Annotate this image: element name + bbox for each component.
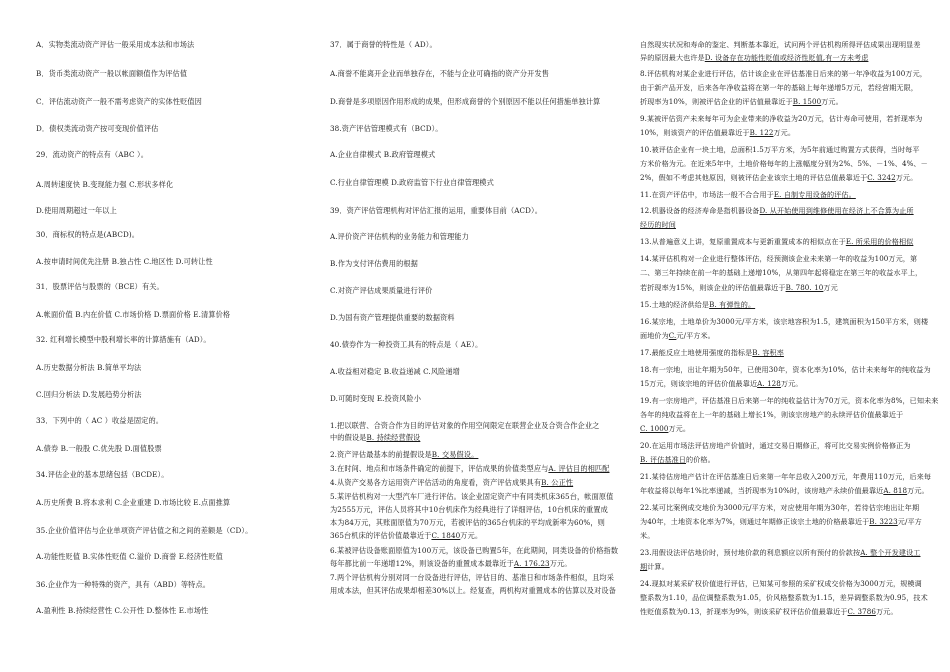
question-32: 32. 红利增长模型中股利增长率的计算措施有（AD）。 xyxy=(36,335,211,344)
text-line: B．货币类流动资产一般以帐面额值作为评估值 xyxy=(36,69,188,78)
answer-12-cont: 经历的时间 xyxy=(640,220,676,229)
fill-question-10: 10.被评估企业有一块土地，总面积1.5万平方米，为5年前通过购置方式获得，当时每平 xyxy=(640,145,920,154)
answer-16: C. xyxy=(668,331,677,340)
fill-question-14: 14.某评估机构对一企业进行整体评估，经预测该企业未来第一年的收益为100万元，第 xyxy=(640,254,918,263)
text-line: 折现率为10%，则被评估企业的评估值最靠近于B. 1500万元。 xyxy=(640,97,843,106)
text-line: B.作为支付评估费用的根据 xyxy=(330,259,418,268)
fill-question-2: 2.资产评估最基本的前提假设是B. 交易假设。 xyxy=(330,450,479,459)
text-line: A.盈利性 B.持续经营性 C.公开性 D.整体性 E.市场性 xyxy=(36,606,209,615)
question-30: 30．商标权的特点是(ABCD)。 xyxy=(36,230,140,239)
text-line: A.收益相对稳定 B.收益递减 C.风险递增 xyxy=(330,367,460,376)
fill-question-3: 3.在时间、地点和市场条件确定的前提下，评估成果的价值类型应与A. 评估目的相匹配 xyxy=(330,464,610,473)
text-line: D.使用周期超过一年以上 xyxy=(36,206,117,215)
text-line: C.行业自律管理模 D.政府监管下行业自律管理模式 xyxy=(330,178,494,187)
answer-2: B. 交易假设。 xyxy=(431,450,479,459)
text-line: 365台机床的评估价值最靠近于C. 1840万元。 xyxy=(330,531,483,540)
answer-17: B. 容积率 xyxy=(752,348,784,357)
text-line: B. 评估基准日的价格。 xyxy=(640,455,715,464)
text-line: A．实物类流动资产评估一般采用成本法和市场法 xyxy=(36,40,195,49)
fill-question-7: 7.两个评估机构分别对同一台设备进行评估，评估目的、基准日和市场条件相似，且均采 xyxy=(330,573,614,582)
text-line: A.历史数据分析法 B.简单平均法 xyxy=(36,363,142,372)
answer-23: A. 整个开发建设工 xyxy=(860,548,921,557)
fill-question-22: 22.某可比案例成交地价为3000元/平方米，对应使用年期为30年，若待估宗地出让年期 xyxy=(640,503,920,512)
text-line: 每年都比前一年递增12%，则该设备的重置成本最靠近于A. 176.23万元。 xyxy=(330,559,572,568)
answer-12: D. 从开始使用到维修使用在经济上不合算为止所 xyxy=(759,206,914,215)
fill-question-16: 16.某宗地，土地单价为3000元/平方米，该宗地容积为1.5，建筑面积为150平方米，则楼 xyxy=(640,317,929,326)
text-line: 为2555万元，评估人员将其中10台机床作为经典进行了详细评估，10台机床的重置成 xyxy=(330,505,608,514)
fill-question-18: 18.有一宗地，出让年期为50年，已使用30年，资本化率为10%，估计未来每年的纯收益为 xyxy=(640,365,931,374)
answer-8: B. 1500 xyxy=(792,97,822,106)
fill-question-15: 15.土地的经济供给是B. 有弹性的。 xyxy=(640,300,756,309)
fill-question-11: 11.在资产评估中，市场法一般不合合用于E. 自制专用设备的评估。 xyxy=(640,190,856,199)
text-line: 面地价为C.元/平方米。 xyxy=(640,331,715,340)
answer-13: E. 所采用的价格相似 xyxy=(845,237,914,246)
text-line: D.可随时变现 E.投资风险小 xyxy=(330,394,421,403)
answer-19: C. 1000 xyxy=(640,424,669,433)
answer-20: B. 评估基准日 xyxy=(640,455,686,464)
text-line: A.债券 B.一般股 C.优先股 D.面值股票 xyxy=(36,444,162,453)
fill-question-13: 13.从普遍意义上讲，复原重置成本与更新重置成本的相似点在于E. 所采用的价格相似 xyxy=(640,237,914,246)
fill-question-20: 20.在运用市场法评估房地产价值时，通过交易日期修正，将可比交易实例价格修正为 xyxy=(640,441,911,450)
text-line xyxy=(640,220,676,229)
text-line: D．债权类流动资产按可变现价值评估 xyxy=(36,124,159,133)
text-line: 自然现实状况和寿命的鉴定、判断基本靠近，试问两个评估机构所得评估成果出现明显差 xyxy=(640,40,921,49)
text-line: A.按申请时间优先注册 B.独占性 C.地区性 D.可转让性 xyxy=(36,257,213,266)
fill-question-6: 6.某被评估设备账面原值为100万元，该设备已购置5年，在此期间，同类设备的价格指数 xyxy=(330,546,619,555)
answer-14: B. 780. 10 xyxy=(785,283,824,292)
text-line: 为40年，土地资本化率为7%，则通过年期修正该宗土地的价格最靠近于B. 3223元/平方 xyxy=(640,517,922,526)
answer-7: D. 设备存在功能性贬值或经济性贬值,有一方未考虑 xyxy=(704,53,869,62)
text-line: 方米价格为元。在近来5年中，土地价格每年的上涨幅度分别为2%、5%、－1%、4%、－ xyxy=(640,159,928,168)
text-line: C.对资产评估成果质量进行评价 xyxy=(330,286,433,295)
answer-11: E. 自制专用设备的评估。 xyxy=(773,190,856,199)
fill-question-19: 19.有一宗房地产，评估基准日后来第一年的纯收益估计为70万元，资本化率为8%，已知未来 xyxy=(640,396,939,405)
answer-9: B. 122 xyxy=(749,128,774,137)
answer-22: B. 3223 xyxy=(869,517,898,526)
fill-question-23: 23.用假设法评估地价时，预付地价款的利息额应以所有预付的价款按A. 整个开发建设工 xyxy=(640,548,921,557)
fill-question-5: 5.某评估机构对一大型汽车厂进行评估。该企业固定资产中有同类机床365台，帐面原值 xyxy=(330,492,614,501)
answer-1: B. 持续经营假设 xyxy=(366,433,421,442)
answer-6: A. 176.23 xyxy=(513,559,550,568)
text-line: A.帐面价值 B.内在价值 C.市场价格 D.票面价格 E.清算价格 xyxy=(36,310,231,319)
text-line: D.为国有资产管理提供重要的数据资料 xyxy=(330,313,455,322)
fill-question-21: 21.某待估房地产估计在评估基准日后来第一年年总收入200万元，年费用110万元，后来每 xyxy=(640,472,932,481)
question-33: 33．下列中的（ AC ）收益是固定的。 xyxy=(36,416,164,425)
answer-4: B. 公正性 xyxy=(541,478,574,487)
text-line: A.商誉不能离开企业而单独存在，不能与企业可确指的资产分开发售 xyxy=(330,69,550,78)
question-39: 39．资产评估管理机构对评估汇报的运用，重要体目前（ACD）。 xyxy=(330,206,542,215)
answer-23-cont: 期 xyxy=(640,562,648,571)
text-line: C. 1000万元。 xyxy=(640,424,691,433)
fill-question-9: 9.某被评估资产未来每年可为企业带来的净收益为20万元，估计寿命可使用，若折现率为 xyxy=(640,114,923,123)
question-31: 31．股票评估与股票的（BCE）有关。 xyxy=(36,282,164,291)
text-line: 各年的纯收益将在上一年的基础上增长1%，则该宗房地产的永续评估价值最靠近于 xyxy=(640,410,904,419)
text-line: A.历史所费 B.将本求利 C.企业重建 D.市场比较 E.点面推算 xyxy=(36,498,231,507)
text-line: 米。 xyxy=(640,531,655,540)
question-35: 35.企业价值评估与企业单项资产评估值之和之间的差额是（CD）。 xyxy=(36,526,253,535)
text-line: A.周转速度快 B.变现能力强 C.形状多样化 xyxy=(36,180,174,189)
question-37: 37．属于商誉的特性是（ AD）。 xyxy=(330,40,437,49)
text-line: 用成本法，但其评估成果却相差30%以上。经复查，两机构对重置成本的估算以及对设备 xyxy=(330,586,616,595)
text-line: D.商誉是多项原因作用形成的成果，但形成商誉的个别原因不能以任何措施单独计算 xyxy=(330,97,601,106)
question-40: 40.债券作为一种投资工具有的特点是（ AE）。 xyxy=(330,340,483,349)
answer-21: A. 818 xyxy=(883,486,908,495)
question-34: 34.评估企业的基本思绪包括（BCDE）。 xyxy=(36,470,169,479)
text-line: 2%，假如不考虑其他原因，则被评估企业该宗土地的评估总值最靠近于C. 3242万元。 xyxy=(640,173,918,182)
text-line: 10%，则该资产的评估值最靠近于B. 122万元。 xyxy=(640,128,796,137)
text-line: A.评价资产评估机构的业务能力和管理能力 xyxy=(330,232,469,241)
text-line: 若折现率为15%，则该企业的评估值最靠近于B. 780. 10万元 xyxy=(640,283,838,292)
text-line: 年收益将以每年1%比率递减，当折现率为10%时，该房地产永续价值最靠近A. 818万元。 xyxy=(640,486,929,495)
fill-question-17: 17.最能反应土地使用强度的指标是B. 容积率 xyxy=(640,348,784,357)
text-line: A.功能性贬值 B.实体性贬值 C.溢价 D.商誉 E.经济性贬值 xyxy=(36,552,223,561)
text-line: 异的原因最大也许是D. 设备存在功能性贬值或经济性贬值,有一方未考虑 xyxy=(640,53,869,62)
text-line: 15万元，则该宗地的评估价值最靠近A. 128万元。 xyxy=(640,379,803,388)
answer-3: A. 评估目的相匹配 xyxy=(548,464,610,473)
answer-10: C. 3242 xyxy=(867,173,896,182)
fill-question-4: 4.从资产交易各方运用资产评估活动的角度看，资产评估成果具有B. 公正性 xyxy=(330,478,574,487)
answer-5: C. 1840 xyxy=(431,531,461,540)
text-line: 本为84万元，其账面原值为70万元，若被评估的365台机床的平均成新率为60%，则 xyxy=(330,518,605,527)
question-29: 29．流动资产的特点有（ABC ）。 xyxy=(36,150,148,159)
text-line: 性贬值系数为0.13，折现率为9%，则该采矿权评估价值最靠近于C. 3786万元。 xyxy=(640,607,898,616)
question-38: 38.资产评估管理模式有（BCD）。 xyxy=(330,124,443,133)
question-36: 36.企业作为一种特殊的资产，具有（ABD）等特点。 xyxy=(36,580,211,589)
fill-question-8: 8.评估机构对某企业进行评估，估计该企业在评估基准日后来的第一年净收益为100万元， xyxy=(640,69,927,78)
answer-18: A. 128 xyxy=(757,379,781,388)
fill-question-1: 1.把以联营、合资合作为目的评估对象的作用空间限定在联营企业及合资合作企业之 xyxy=(330,421,600,430)
text-line: 中的假设是B. 持续经营假设 xyxy=(330,433,421,442)
text-line: 由于新产品开发，后来各年净收益将在第一年的基础上每年递增5万元，若经营期无限， xyxy=(640,83,918,92)
text-line: C.回归分析法 D.发展趋势分析法 xyxy=(36,390,142,399)
text-line: 整系数为1.10，品位调整系数为1.05，价风格整系数为1.15，差异调整系数为0.95，技术 xyxy=(640,593,928,602)
answer-24: C. 3786 xyxy=(847,607,876,616)
text-line: C．评估流动资产一般不需考虑资产的实体性贬值因 xyxy=(36,97,202,106)
answer-15: B. 有弹性的。 xyxy=(709,300,756,309)
text-line: 二、第三年持续在前一年的基础上递增10%，从第四年起将稳定在第三年的收益水平上， xyxy=(640,268,923,277)
fill-question-24: 24.现拟对某采矿权价值进行评估，已知某可参照的采矿权成交价格为3000万元，规模调 xyxy=(640,579,922,588)
fill-question-12: 12.机器设备的经济寿命是指机器设备D. 从开始使用到维修使用在经济上不合算为止所 xyxy=(640,206,914,215)
text-line: A.企业自律模式 B.政府管理模式 xyxy=(330,150,436,159)
text-line: 期计算。 xyxy=(640,562,669,571)
